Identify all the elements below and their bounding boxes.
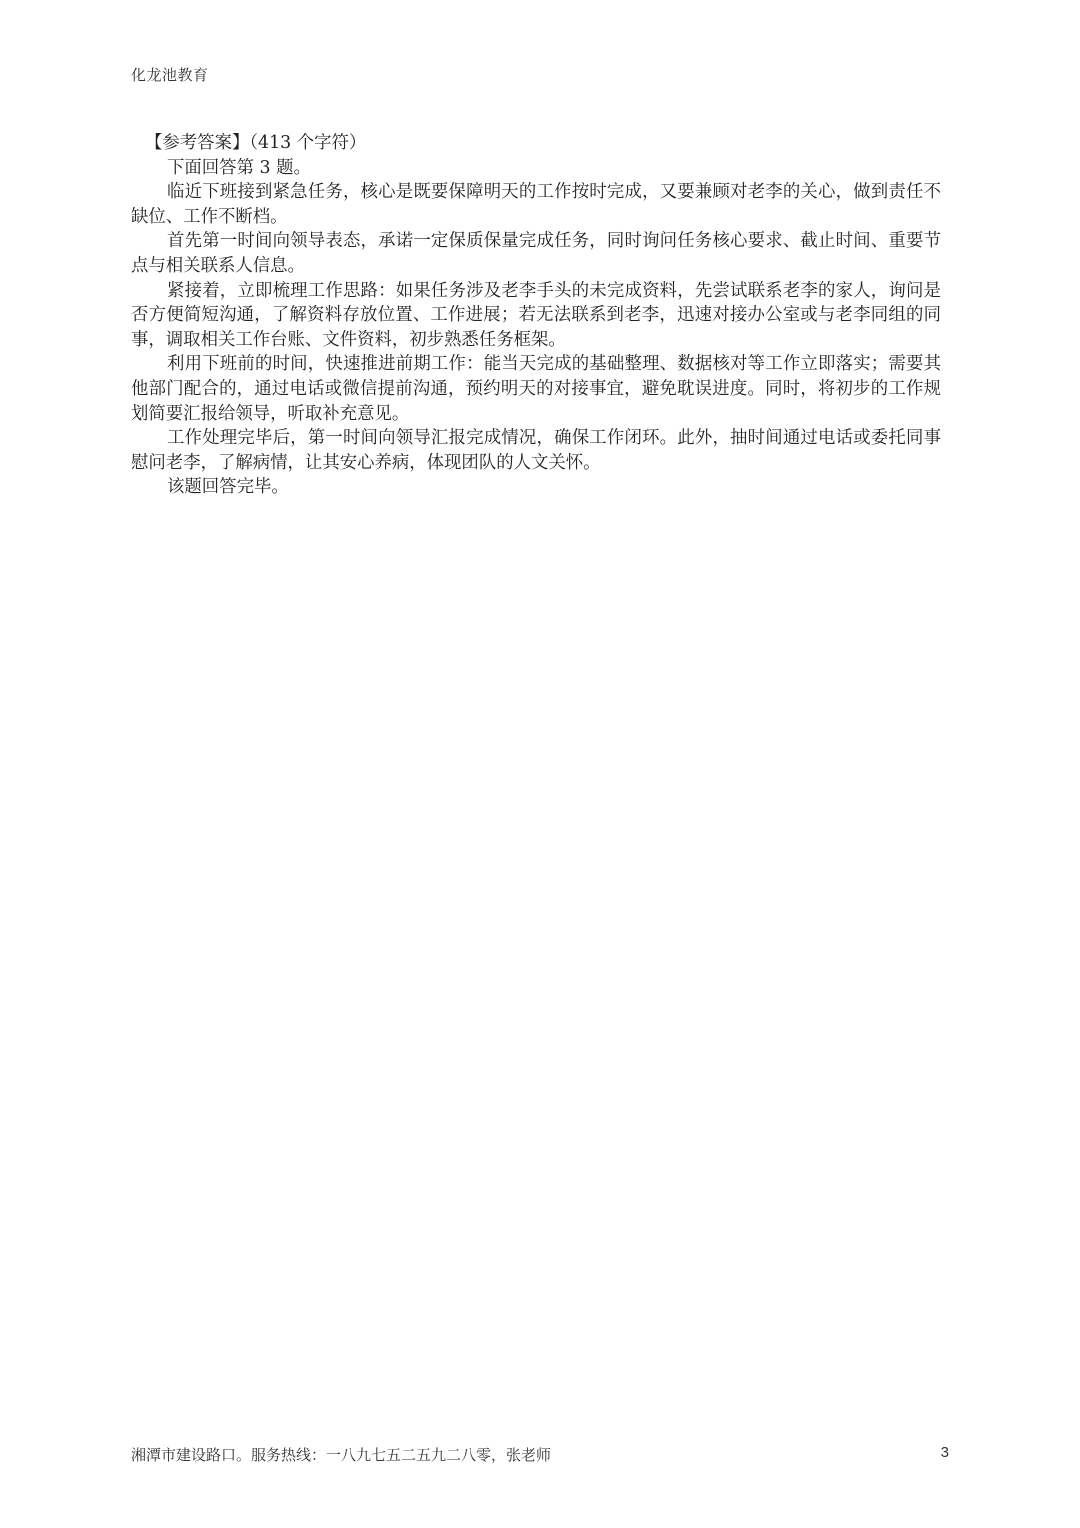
header-organization: 化龙池教育	[131, 66, 209, 84]
answer-paragraph: 临近下班接到紧急任务，核心是既要保障明天的工作按时完成，又要兼顾对老李的关心，做到责任不缺位、工作不断档。	[131, 182, 941, 227]
answer-heading: 【参考答案】（413 个字符）	[145, 133, 367, 153]
page-number: 3	[940, 1444, 949, 1461]
page-header	[131, 64, 209, 85]
answer-paragraph: 工作处理完毕后，第一时间向领导汇报完成情况，确保工作闭环。此外，抽时间通过电话或委托同事慰问老李，了解病情，让其安心养病，体现团队的人文关怀。	[131, 428, 941, 473]
page-footer	[131, 1444, 949, 1465]
answer-paragraph: 该题回答完毕。	[167, 477, 289, 498]
answer-content	[131, 131, 941, 500]
answer-paragraph: 利用下班前的时间，快速推进前期工作：能当天完成的基础整理、数据核对等工作立即落实；需要其他部门配合的，通过电话或微信提前沟通，预约明天的对接事宜，避免耽误进度。同时，将初步的工作规划简要汇报给领导，听取补充意见。	[131, 354, 941, 424]
answer-paragraph: 紧接着，立即梳理工作思路：如果任务涉及老李手头的未完成资料，先尝试联系老李的家人，询问是否方便简短沟通，了解资料存放位置、工作进展；若无法联系到老李，迅速对接办公室或与老李同组的同事，调取相关工作台账、文件资料，初步熟悉任务框架。	[131, 280, 941, 350]
answer-paragraph: 首先第一时间向领导表态，承诺一定保质保量完成任务，同时询问任务核心要求、截止时间、重要节点与相关联系人信息。	[131, 231, 941, 276]
answer-paragraph: 下面回答第 3 题。	[167, 157, 311, 178]
footer-address: 湘潭市建设路口。服务热线：一八九七五二五九二八零，张老师	[131, 1446, 552, 1464]
